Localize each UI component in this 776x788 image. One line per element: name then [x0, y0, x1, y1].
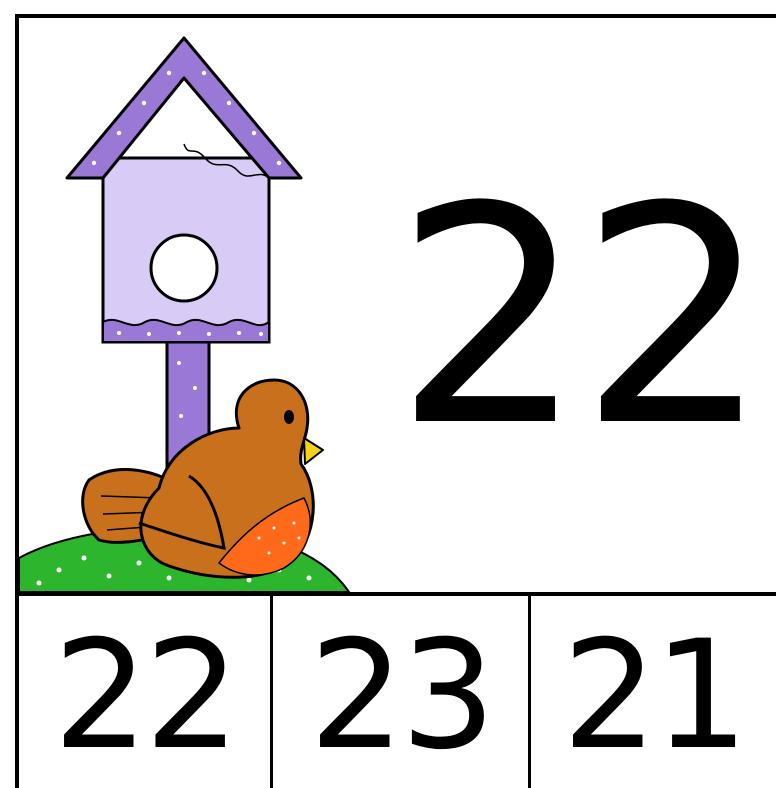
answer-choices — [19, 596, 776, 788]
top-panel — [19, 18, 776, 596]
choice-option-2[interactable]: 23 — [273, 596, 531, 788]
choice-option-3[interactable]: 21 — [562, 609, 745, 783]
target-number: 22 — [394, 143, 764, 492]
birdhouse-bird-illustration — [19, 18, 359, 592]
counting-card — [15, 14, 776, 788]
choice-option-1[interactable]: 22 — [19, 596, 273, 788]
